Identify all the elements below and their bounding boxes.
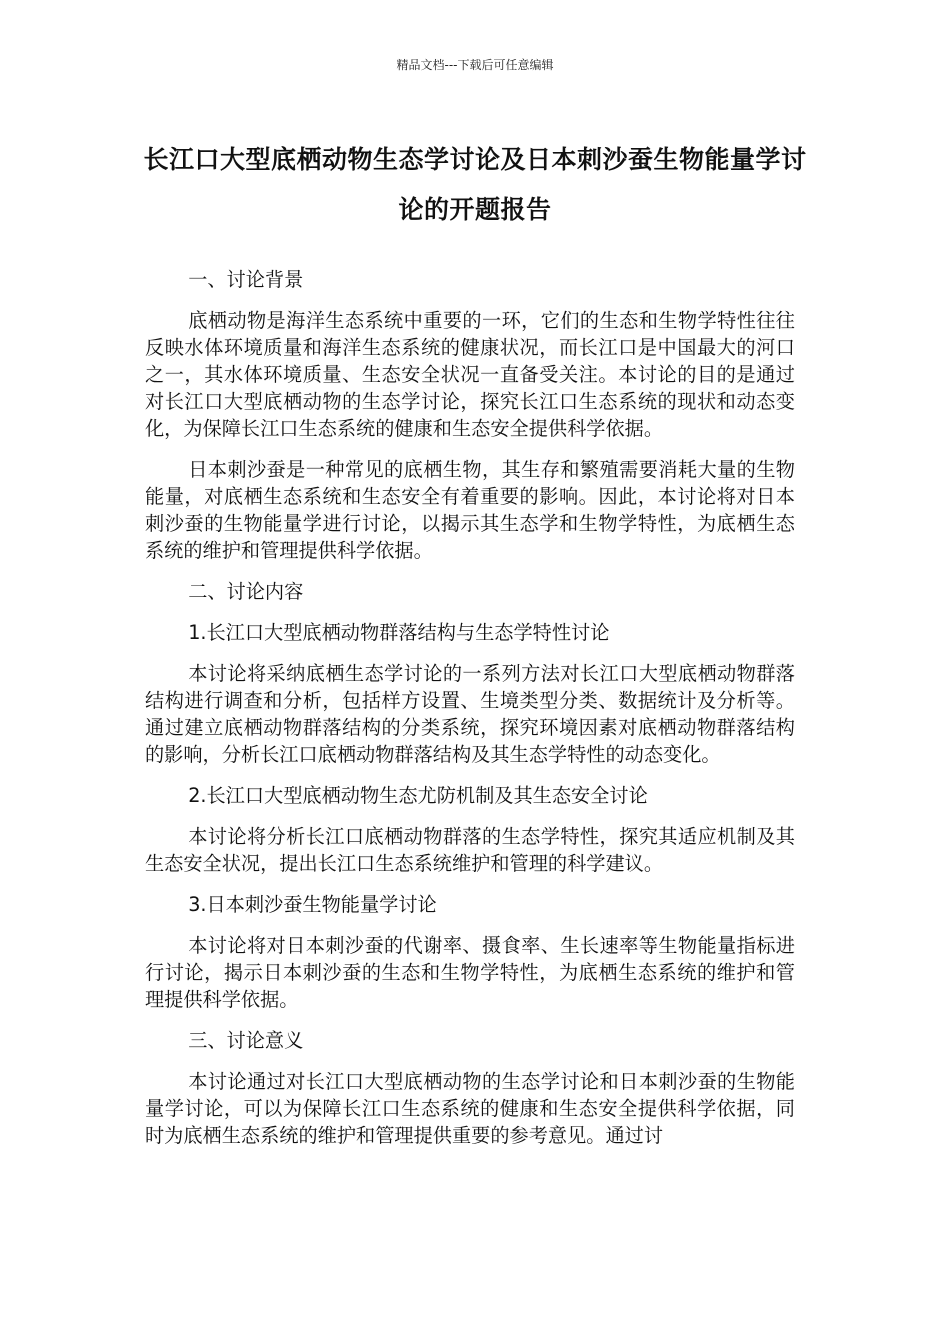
section-heading-background: 一、讨论背景 [188, 268, 304, 291]
section-heading-content: 二、讨论内容 [188, 580, 304, 603]
subsection-heading-1: 1.长江口大型底栖动物群落结构与生态学特性讨论 [188, 621, 610, 644]
header-note: 精品文档---下载后可任意编辑 [396, 58, 554, 72]
significance-paragraph-1: 本讨论通过对长江口大型底栖动物的生态学讨论和日本刺沙蚕的生物能量学讨论，可以为保障长江口生态系统的健康和生态安全提供科学依据，同时为底栖生态系统的维护和管理提供重要的参考意见。通过讨 [145, 1070, 795, 1147]
section-heading-significance: 三、讨论意义 [188, 1029, 304, 1052]
subsection-paragraph-2: 本讨论将分析长江口底栖动物群落的生态学特性，探究其适应机制及其生态安全状况，提出长江口生态系统维护和管理的科学建议。 [145, 825, 795, 875]
background-paragraph-1: 底栖动物是海洋生态系统中重要的一环，它们的生态和生物学特性往往反映水体环境质量和海洋生态系统的健康状况，而长江口是中国最大的河口之一，其水体环境质量、生态安全状况一直备受关注。本讨论的目的是通过对长江口大型底栖动物的生态学讨论，探究长江口生态系统的现状和动态变化，为保障长江口生态系统的健康和生态安全提供科学依据。 [145, 309, 795, 440]
subsection-paragraph-3: 本讨论将对日本刺沙蚕的代谢率、摄食率、生长速率等生物能量指标进行讨论，揭示日本刺沙蚕的生态和生物学特性，为底栖生态系统的维护和管理提供科学依据。 [145, 934, 795, 1011]
subsection-heading-2: 2.长江口大型底栖动物生态尤防机制及其生态安全讨论 [188, 784, 648, 807]
background-paragraph-2: 日本刺沙蚕是一种常见的底栖生物，其生存和繁殖需要消耗大量的生物能量，对底栖生态系统和生态安全有着重要的影响。因此，本讨论将对日本刺沙蚕的生物能量学进行讨论，以揭示其生态学和生物学特性，为底栖生态系统的维护和管理提供科学依据。 [145, 458, 795, 562]
subsection-heading-3: 3.日本刺沙蚕生物能量学讨论 [188, 893, 437, 916]
document-title: 长江口大型底栖动物生态学讨论及日本刺沙蚕生物能量学讨论的开题报告 [143, 145, 807, 224]
document-body [145, 266, 795, 1163]
subsection-paragraph-1: 本讨论将采纳底栖生态学讨论的一系列方法对长江口大型底栖动物群落结构进行调查和分析，包括样方设置、生境类型分类、数据统计及分析等。通过建立底栖动物群落结构的分类系统，探究环境因素对底栖动物群落结构的影响，分析长江口底栖动物群落结构及其生态学特性的动态变化。 [145, 662, 795, 766]
